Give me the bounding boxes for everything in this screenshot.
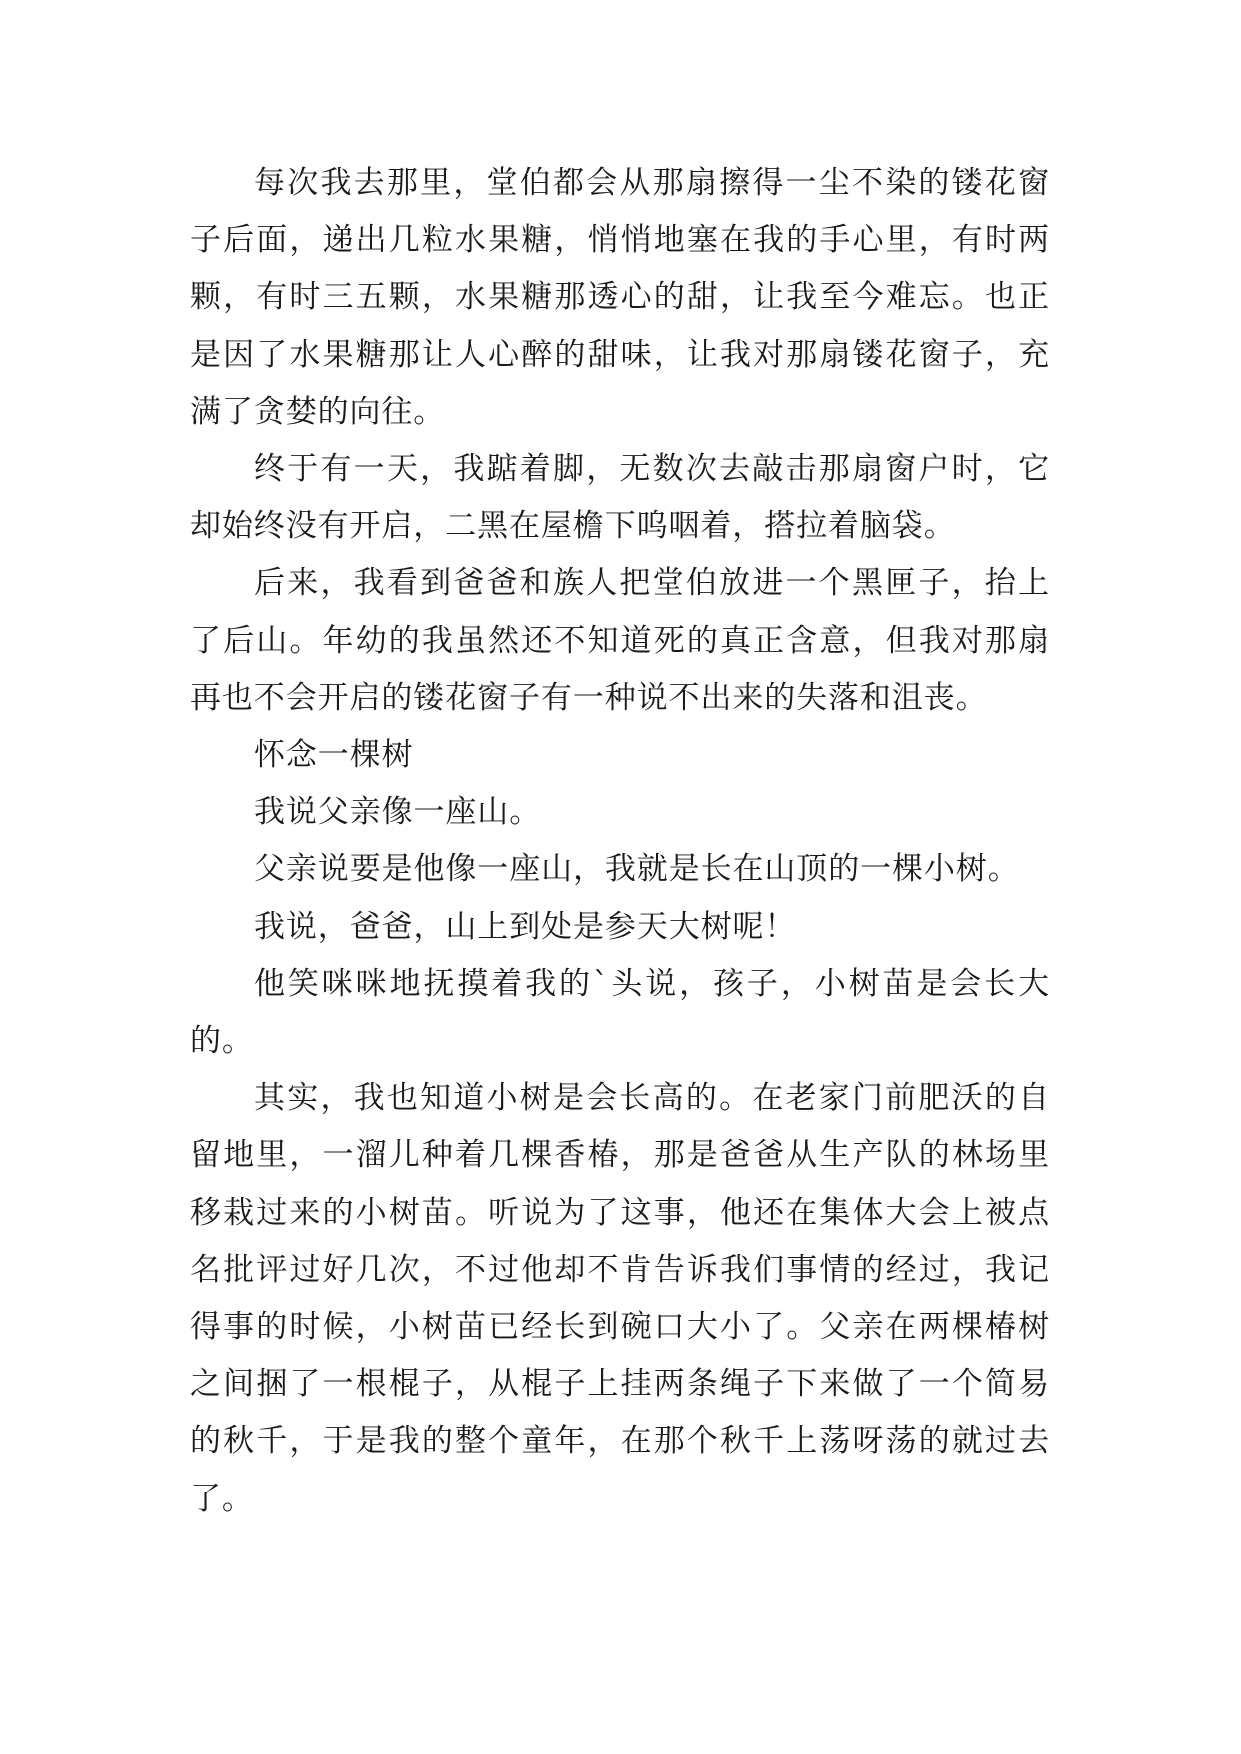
paragraph-7: 他笑咪咪地抚摸着我的`头说，孩子，小树苗是会长大的。: [190, 965, 1050, 1060]
paragraph-8: 其实，我也知道小树是会长高的。在老家门前肥沃的自留地里，一溜儿种着几棵香椿，那是爸爸从生产队的林场里移栽过来的小树苗。听说为了这事，他还在集体大会上被点名批评过好几次，不过他却不肯告诉我们事情的经过，我记得事的时候，小树苗已经长到碗口大小了。父亲在两棵椿树之间捆了一根棍子，从棍子上挂两条绳子下来做了一个简易的秋千，于是我的整个童年，在那个秋千上荡呀荡的就过去了。: [190, 1080, 1050, 1517]
document-body: [190, 155, 1050, 1528]
paragraph-6: 我说，爸爸，山上到处是参天大树呢！: [254, 908, 797, 945]
paragraph-4: 我说父亲像一座山。: [254, 794, 542, 831]
paragraph-5: 父亲说要是他像一座山，我就是长在山顶的一棵小树。: [254, 851, 1020, 888]
section-title: 怀念一棵树: [254, 737, 414, 774]
paragraph-3: 后来，我看到爸爸和族人把堂伯放进一个黑匣子，抬上了后山。年幼的我虽然还不知道死的真正含意，但我对那扇再也不会开启的镂花窗子有一种说不出来的失落和沮丧。: [190, 565, 1050, 716]
paragraph-2: 终于有一天，我踮着脚，无数次去敲击那扇窗户时，它却始终没有开启，二黑在屋檐下呜咽着，搭拉着脑袋。: [190, 451, 1050, 545]
paragraph-1: 每次我去那里，堂伯都会从那扇擦得一尘不染的镂花窗子后面，递出几粒水果糖，悄悄地塞在我的手心里，有时两颗，有时三五颗，水果糖那透心的甜，让我至今难忘。也正是因了水果糖那让人心醉的甜味，让我对那扇镂花窗子，充满了贪婪的向往。: [190, 165, 1050, 430]
